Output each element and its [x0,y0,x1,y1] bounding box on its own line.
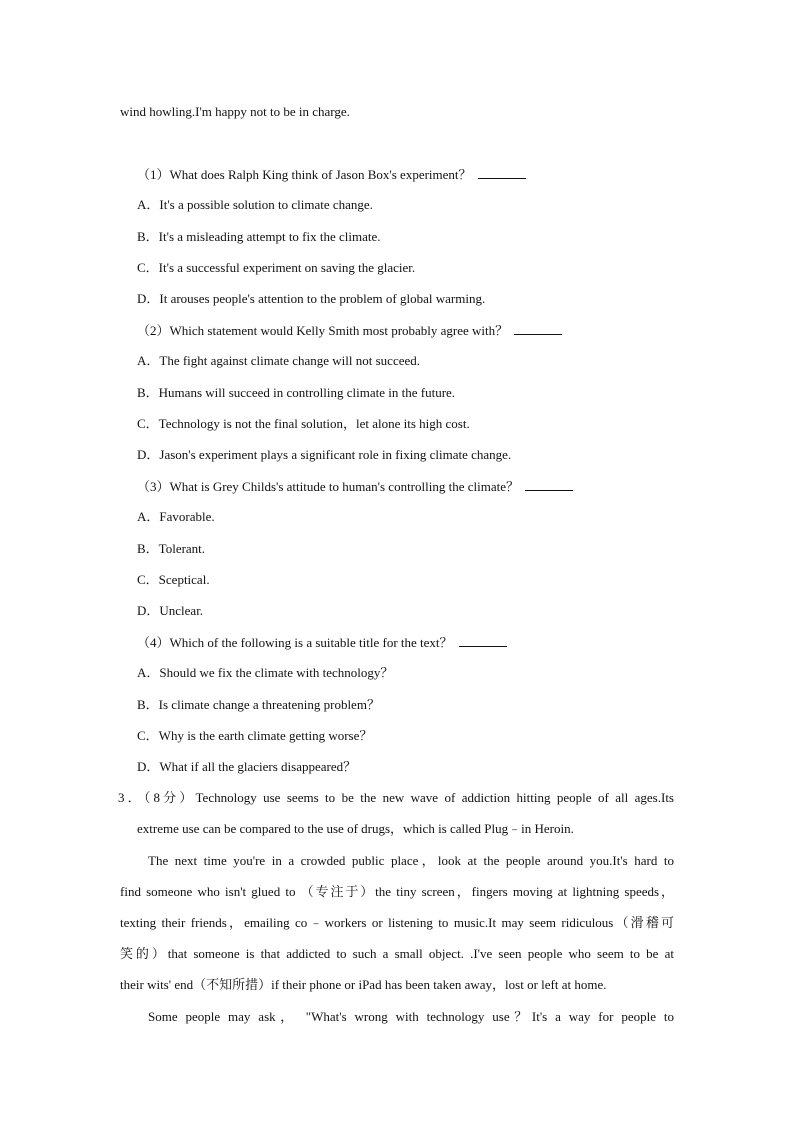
question-4-option-d: D．What if all the glaciers disappeared？ [137,759,357,774]
question-3-option-b: B．Tolerant. [137,541,206,556]
question-4-option-a: A．Should we fix the climate with technology？ [137,665,394,680]
question-1-option-a: A．It's a possible solution to climate change. [137,197,373,212]
question-3-option-c: C．Sceptical. [137,572,210,587]
section-3-para-2-line-1: Some people may ask， "What's wrong with technology use？It's a way for people to [148,1009,674,1024]
question-2-option-d: D．Jason's experiment plays a significant role in fixing climate change. [137,447,512,462]
answer-blank[interactable] [525,478,573,491]
question-2-option-b: B．Humans will succeed in controlling climate in the future. [137,385,456,400]
question-1-option-b: B．It's a misleading attempt to fix the climate. [137,229,381,244]
question-3-option-d: D．Unclear. [137,603,204,618]
question-4-stem [137,634,507,651]
answer-blank[interactable] [478,166,526,179]
question-2-option-a: A．The fight against climate change will not succeed. [137,353,421,368]
question-1-option-c: C．It's a successful experiment on saving the glacier. [137,260,416,275]
question-stem-text: （3）What is Grey Childs's attitude to human's controlling the climate？ [137,479,519,494]
intro-tail-text: wind howling.I'm happy not to be in charge. [120,104,350,119]
question-3-stem [137,478,573,495]
section-3-para-1-line-2: find someone who isn't glued to （专注于）the tiny screen，fingers moving at lightning speeds， [120,884,674,899]
question-4-option-b: B．Is climate change a threatening problem？ [137,697,380,712]
question-4-option-c: C．Why is the earth climate getting worse？ [137,728,373,743]
question-2-option-c: C．Technology is not the final solution，let alone its high cost. [137,416,470,431]
question-1-stem [137,166,526,183]
section-3-para-1-line-1: The next time you're in a crowded public place，look at the people around you.It's hard to [148,853,674,868]
question-1-option-d: D．It arouses people's attention to the problem of global warming. [137,291,486,306]
question-stem-text: （4）Which of the following is a suitable title for the text？ [137,635,453,650]
question-2-stem [137,322,562,339]
section-3-para-1-line-5: their wits' end（不知所措）if their phone or iPad has been taken away，lost or left at home. [120,977,607,992]
question-stem-text: （1）What does Ralph King think of Jason Box's experiment？ [137,167,472,182]
section-3-header-line-1: 3．（8分）Technology use seems to be the new wave of addiction hitting people of all ages.Its [118,790,674,805]
question-3-option-a: A．Favorable. [137,509,215,524]
question-stem-text: （2）Which statement would Kelly Smith most probably agree with？ [137,323,509,338]
section-3-para-1-line-4: 笑的）that someone is that addicted to such a small object. .I've seen people who seem to be at [120,946,674,961]
section-3-header-line-2: extreme use can be compared to the use of drugs，which is called Plug﹣in Heroin. [137,821,574,836]
answer-blank[interactable] [514,322,562,335]
answer-blank[interactable] [459,634,507,647]
section-3-para-1-line-3: texting their friends，emailing co﹣workers or listening to music.It may seem ridiculous（滑稽可 [120,915,674,930]
